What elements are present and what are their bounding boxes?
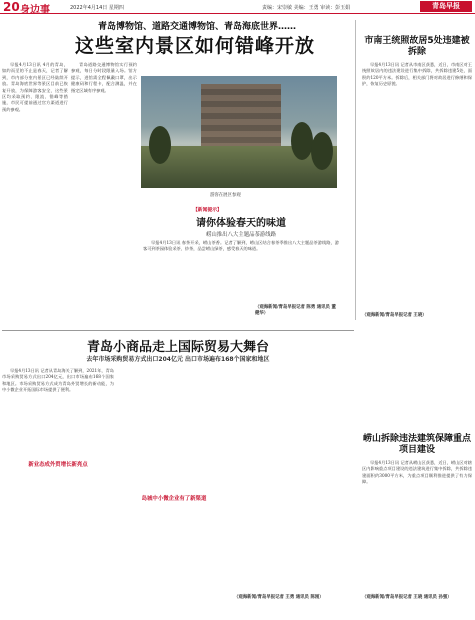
issue-date: 2022年4月14日 星期四 [70, 5, 124, 11]
right-bottom-body: 早报4月13日讯 记者从崂山区获悉，近日，崂山区对辖区内影响重点项目建设的违法建筑进行集中拆除，共拆除违建面积约3000平方米，为重点项目顺利推进提供了有力保障。 [362, 460, 472, 485]
section-rule [2, 330, 354, 331]
column-name: 身边事 [20, 5, 50, 16]
trade-body-col2 [118, 368, 230, 488]
right-top-byline: （观海新闻/青岛早报记者 王晓） [362, 313, 427, 318]
trade-body: 早报4月13日讯 记者从青岛海关了解到，2021年，青岛市场采购贸易方式出口204亿元，出口市场遍布168个国家和地区。市场采购贸易方式成为青岛外贸增长的新动能，为中小微企业开拓国际市场提供了便利。 [2, 368, 114, 393]
trade-mid-title: 岛城中小微企业有了新渠道 [141, 496, 207, 502]
trade-subtitle: 去年市场采购贸易方式出口204亿元 出口市场遍布168个国家和地区 [86, 356, 270, 363]
lead-text-col1: 早报4月13日讯 4月的青岛，如约而至的不止是春天，记者了解到，市内部分室内景区已经陆续开放。青岛海底世界等景区目前已恢复开放，为保障游客安全，这些景区均采取预约、限流、错峰等措施，市民可提前通过官方渠道进行预约参观。 [2, 62, 68, 112]
box-label: 【新闻提示】 [193, 208, 222, 213]
right-bottom-byline: （观海新闻/青岛早报记者 王晓 通讯员 孙强） [362, 595, 452, 600]
lead-headline: 这些室内景区如何错峰开放 [74, 35, 315, 57]
photo-caption: 游客在展区参观 [210, 193, 241, 198]
masthead-logo: 青岛早报 [420, 1, 472, 12]
box-title: 请你体验春天的味道 [196, 218, 286, 229]
trade-body-col3 [234, 368, 352, 588]
box-body: 早报4月13日讯 春茶开采，崂山茶香。记者了解到，崂山区结合春茶季推出八大主题品茶游线路，游客可到茶园体验采茶、炒茶，品尝崂山绿茶，感受春天的味道。 [143, 240, 339, 252]
lead-photo [141, 76, 337, 188]
editors-line: 责编：宋崇敏 美编：王勇 审读：彭玉娟 [262, 5, 351, 11]
box-byline: （观海新闻/青岛早报记者 陈勇 通讯员 董健华） [255, 305, 336, 316]
trade-section-head: 新业态成外贸增长新亮点 [28, 462, 88, 468]
right-bottom-title: 崂山拆除违法建筑保障重点项目建设 [363, 434, 472, 455]
page-header [0, 0, 475, 14]
right-top-body: 早报4月13日讯 记者从市南区获悉，近日，市南区对王统照故居内的违法建设进行集中拆除，共拆除违建5处，面积约120平方米。拆除后，相关部门将对故居进行修缮和保护，恢复历史原貌。 [362, 62, 472, 87]
page-number: 20 [3, 0, 20, 14]
lead-text-col2: 青岛道路交通博物馆实行预约参观，每日分时段限量入场。馆方提示，进馆需全程佩戴口罩，出示健康码和行程卡，配合测温，并在指定区域有序参观。 [71, 62, 137, 93]
box-subtitle: 崂山推出八大主题品茶游线路 [205, 232, 277, 238]
lead-kicker: 青岛博物馆、道路交通博物馆、青岛海底世界…… [97, 22, 296, 32]
trade-title: 青岛小商品走上国际贸易大舞台 [86, 340, 269, 355]
trade-byline: （观海新闻/青岛早报记者 王勇 通讯员 陈刚） [234, 595, 324, 600]
right-top-title: 市南王统照故居5处违建被拆除 [364, 36, 470, 57]
column-divider [355, 20, 356, 320]
